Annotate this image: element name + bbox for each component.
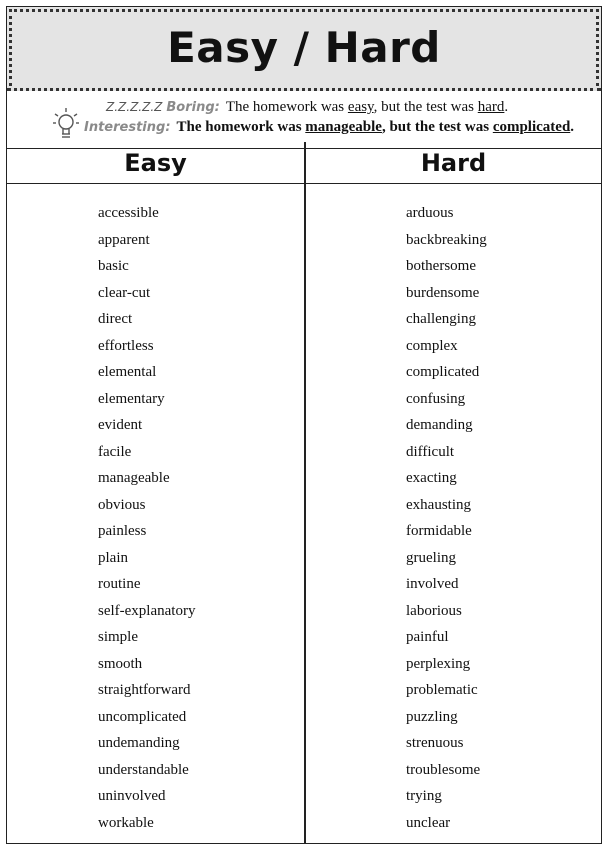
boring-example: Z.Z.Z.Z.Z Boring: The homework was easy, but the test was hard. bbox=[106, 99, 509, 115]
column-divider bbox=[304, 142, 306, 844]
hard-word-list bbox=[406, 200, 487, 836]
hard-word-item: exhausting bbox=[406, 496, 471, 513]
hard-word-item: difficult bbox=[406, 443, 455, 460]
hard-word-item: painful bbox=[406, 629, 449, 645]
easy-word-item: obvious bbox=[98, 496, 146, 513]
hard-word-item: laborious bbox=[406, 602, 462, 619]
hard-word-item: troublesome bbox=[406, 761, 481, 778]
boring-label: Boring: bbox=[166, 100, 220, 115]
easy-word-item: elemental bbox=[98, 364, 157, 380]
interesting-word-1: manageable bbox=[305, 119, 382, 135]
easy-word-item: painless bbox=[98, 523, 147, 539]
easy-word-item: accessible bbox=[98, 205, 159, 221]
easy-word-item: smooth bbox=[98, 655, 143, 672]
hard-word-item: formidable bbox=[406, 523, 472, 539]
hard-word-item: perplexing bbox=[406, 655, 471, 672]
boring-word-2: hard bbox=[477, 99, 505, 115]
easy-word-item: uninvolved bbox=[98, 788, 166, 804]
easy-word-item: basic bbox=[98, 258, 129, 274]
hard-word-item: problematic bbox=[406, 682, 478, 698]
interesting-example: Interesting: The homework was manageable, but the test was complicated. bbox=[84, 119, 575, 135]
hard-word-item: strenuous bbox=[406, 735, 464, 751]
hard-word-item: unclear bbox=[406, 814, 451, 831]
easy-word-item: elementary bbox=[98, 390, 165, 407]
hard-word-item: backbreaking bbox=[406, 231, 487, 248]
easy-word-item: plain bbox=[98, 549, 128, 566]
title-banner bbox=[7, 7, 601, 91]
easy-word-item: manageable bbox=[98, 470, 170, 486]
easy-word-item: routine bbox=[98, 576, 141, 592]
lightbulb-icon bbox=[52, 106, 80, 140]
easy-word-item: facile bbox=[98, 443, 132, 460]
easy-word-item: straightforward bbox=[98, 682, 191, 698]
sleep-zzz-icon: Z.Z.Z.Z.Z bbox=[106, 100, 163, 114]
hard-word-item: puzzling bbox=[406, 708, 458, 725]
easy-word-item: evident bbox=[98, 417, 143, 433]
hard-column-heading: Hard bbox=[305, 142, 602, 184]
hard-word-item: arduous bbox=[406, 205, 454, 221]
easy-column-heading: Easy bbox=[6, 142, 305, 184]
interesting-label: Interesting: bbox=[84, 120, 171, 135]
easy-word-item: apparent bbox=[98, 231, 150, 248]
hard-word-item: challenging bbox=[406, 311, 476, 327]
easy-word-item: undemanding bbox=[98, 735, 180, 751]
easy-word-item: direct bbox=[98, 311, 133, 327]
easy-word-item: clear-cut bbox=[98, 284, 151, 301]
easy-word-item: self-explanatory bbox=[98, 602, 196, 619]
hard-word-item: complicated bbox=[406, 364, 480, 380]
hard-word-item: burdensome bbox=[406, 284, 480, 301]
easy-word-list bbox=[98, 200, 195, 836]
easy-word-item: understandable bbox=[98, 761, 189, 778]
easy-word-item: effortless bbox=[98, 337, 154, 354]
easy-word-item: simple bbox=[98, 629, 138, 645]
boring-word-1: easy bbox=[347, 99, 374, 115]
easy-word-item: workable bbox=[98, 814, 154, 831]
hard-word-item: confusing bbox=[406, 390, 466, 407]
hard-word-item: demanding bbox=[406, 417, 473, 433]
hard-word-item: complex bbox=[406, 337, 458, 354]
hard-word-item: involved bbox=[406, 576, 459, 592]
hard-word-item: bothersome bbox=[406, 258, 476, 274]
page-title: Easy / Hard bbox=[167, 23, 441, 72]
hard-word-item: trying bbox=[406, 788, 442, 804]
interesting-word-2: complicated bbox=[492, 119, 571, 135]
hard-word-item: grueling bbox=[406, 549, 456, 566]
hard-word-item: exacting bbox=[406, 470, 457, 486]
easy-word-item: uncomplicated bbox=[98, 708, 187, 725]
